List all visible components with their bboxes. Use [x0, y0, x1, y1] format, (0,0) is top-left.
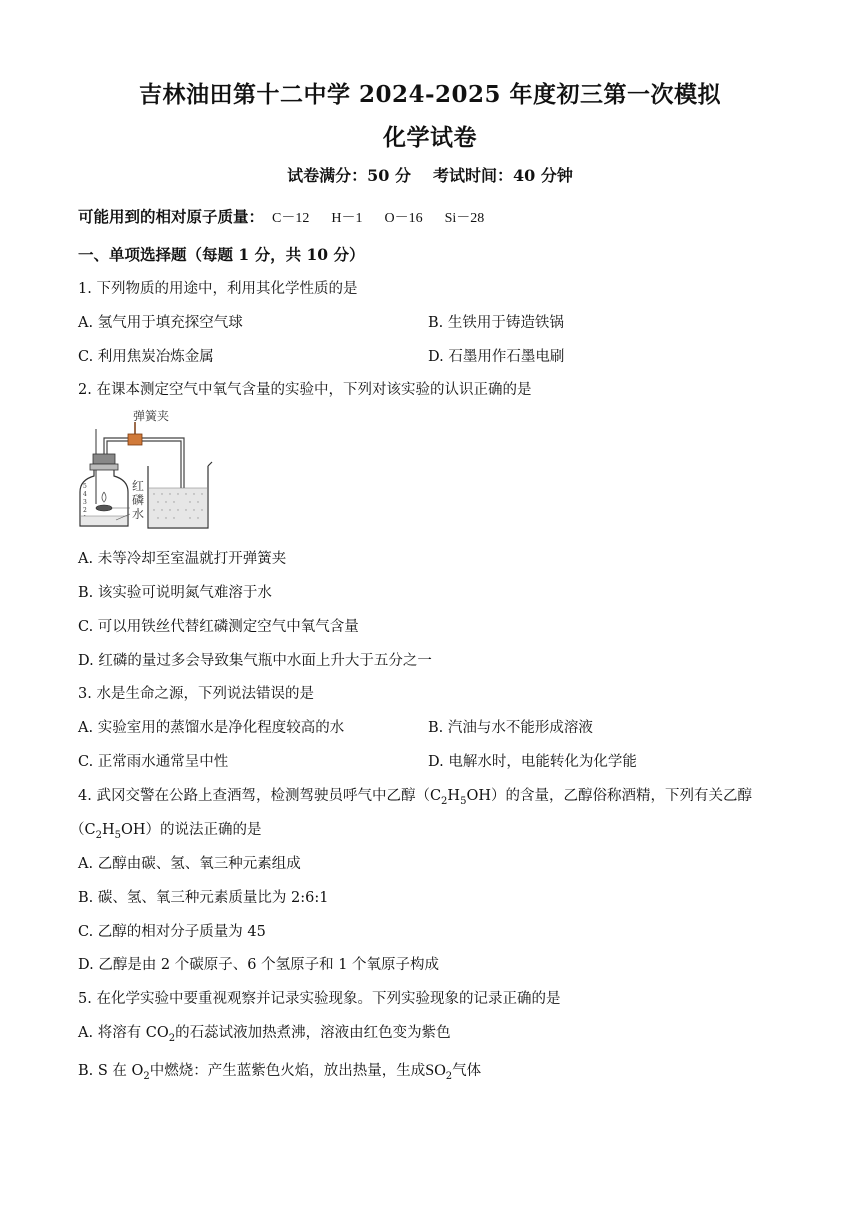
label-phosphorus: 磷: [132, 493, 145, 507]
atomic-mass-c: C－12: [272, 211, 310, 226]
section-heading: 一、单项选择题（每题 1 分，共 10 分）: [78, 245, 365, 264]
q3-stem: 3. 水是生命之源，下列说法错误的是: [78, 686, 314, 702]
q4-option-c: C. 乙醇的相对分子质量为 45: [78, 924, 266, 940]
q1-option-d: D. 石墨用作石墨电刷: [428, 349, 565, 365]
q2-option-c: C. 可以用铁丝代替红磷测定空气中氧气含量: [78, 619, 359, 635]
exam-info: [0, 163, 860, 186]
q2-option-d: D. 红磷的量过多会导致集气瓶中水面上升大于五分之一: [78, 653, 432, 669]
red-phosphorus-icon: [96, 505, 112, 511]
q4-option-b: B. 碳、氢、氧三种元素质量比为 2:6:1: [78, 890, 329, 906]
label-water: 水: [132, 507, 145, 521]
q2-option-b: B. 该实验可说明氮气难溶于水: [78, 585, 272, 601]
q5-option-b: B. S 在 $O_2$中燃烧：产生蓝紫色火焰，放出热量，生成$SO_2$气体: [78, 1062, 482, 1082]
atomic-mass-si: Si－28: [444, 211, 485, 226]
q1-option-a: A. 氢气用于填充探空气球: [78, 315, 243, 331]
q1-stem: 1. 下列物质的用途中，利用其化学性质的是: [78, 281, 358, 297]
clamp-label: 弹簧夹: [133, 409, 170, 423]
spring-clamp-icon: [128, 434, 142, 445]
atomic-mass-o: O－16: [384, 211, 423, 226]
q2-stem: 2. 在课本测定空气中氧气含量的实验中，下列对该实验的认识正确的是: [78, 382, 532, 398]
q4-option-d: D. 乙醇是由 2 个碳原子、6 个氢原子和 1 个氧原子构成: [78, 957, 440, 973]
q3-option-c: C. 正常雨水通常呈中性: [78, 754, 229, 770]
atomic-mass-line: [78, 205, 506, 227]
full-score: 试卷满分：50 分: [287, 166, 411, 185]
label-red: 红: [132, 479, 145, 493]
svg-text:4: 4: [83, 491, 87, 498]
q1-option-b: B. 生铁用于铸造铁锅: [428, 315, 564, 331]
exam-subject: 化学试卷: [383, 124, 477, 151]
q1-option-c: C. 利用焦炭冶炼金属: [78, 349, 214, 365]
q4-stem-line1: 4. 武冈交警在公路上查酒驾，检测驾驶员呼气中乙醇$(C_2H_5OH)$的含量，乙醇俗称酒精，下列有关乙醇: [78, 788, 752, 807]
q2-option-a: A. 未等冷却至室温就打开弹簧夹: [78, 551, 287, 567]
q3-option-d: D. 电解水时，电能转化为化学能: [428, 754, 637, 770]
exam-time: 考试时间：40 分钟: [433, 166, 573, 185]
q5-option-a: A. 将溶有 $CO_2$的石蕊试液加热煮沸，溶液由红色变为紫色: [78, 1025, 451, 1044]
q4-stem-line2: $(C_2H_5OH)$的说法正确的是: [70, 822, 262, 841]
svg-text:3: 3: [83, 499, 87, 506]
svg-text:5: 5: [83, 483, 87, 490]
q3-option-b: B. 汽油与水不能形成溶液: [428, 720, 593, 736]
atomic-mass-label: 可能用到的相对原子质量：: [78, 207, 265, 226]
q3-option-a: A. 实验室用的蒸馏水是净化程度较高的水: [78, 720, 345, 736]
q4-option-a: A. 乙醇由碳、氢、氧三种元素组成: [78, 856, 301, 872]
exam-title: 吉林油田第十二中学 2024-2025 年度初三第一次模拟: [138, 81, 722, 108]
q5-stem: 5. 在化学实验中要重视观察并记录实验现象。下列实验现象的记录正确的是: [78, 991, 561, 1007]
atomic-mass-h: H－1: [331, 211, 363, 226]
svg-text:2: 2: [83, 507, 87, 514]
oxygen-experiment-figure: [76, 404, 216, 534]
